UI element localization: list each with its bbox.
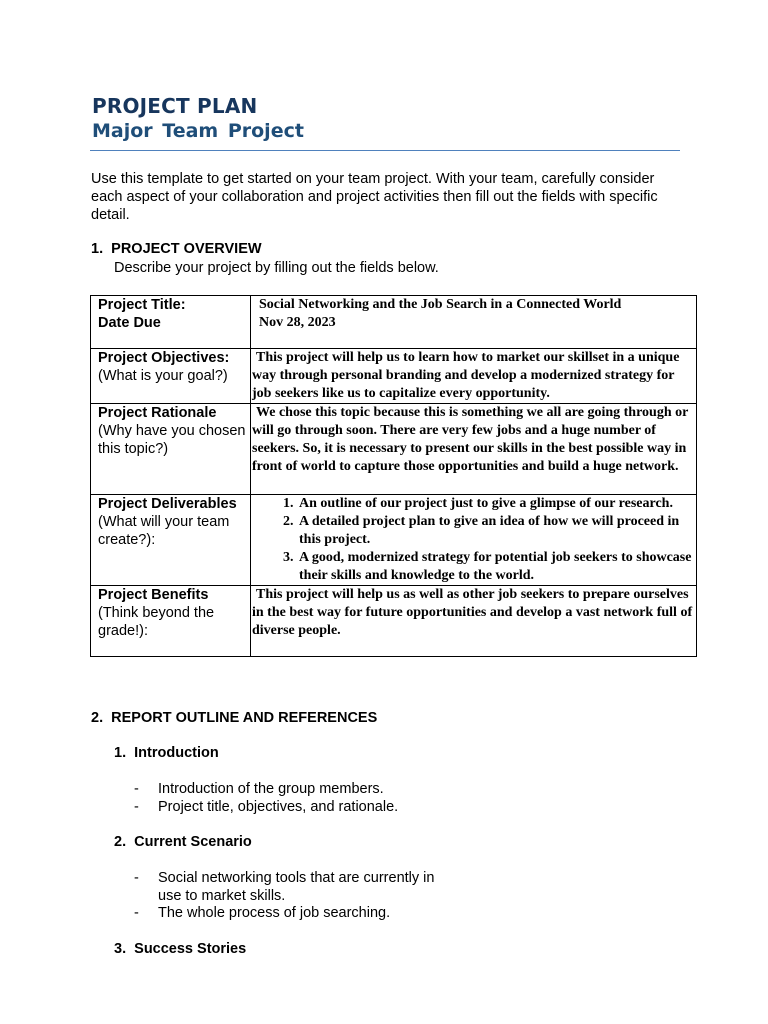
dash-marker: - [134, 781, 139, 797]
dash-marker: - [134, 905, 139, 921]
label-hint: (What will your team create?): [98, 514, 230, 548]
value-project-title: Social Networking and the Job Search in a Connected World [259, 297, 622, 312]
list-item [134, 870, 448, 905]
introduction-list [134, 781, 458, 816]
label-project-deliverables: Project Deliverables [98, 496, 237, 512]
list-item [134, 799, 458, 817]
subsection-heading-introduction: 1. Introduction [114, 745, 219, 761]
list-item-text: The whole process of job searching. [158, 905, 391, 921]
label-project-benefits: Project Benefits [98, 587, 209, 603]
table-label-cell [91, 404, 251, 495]
table-label-cell [91, 349, 251, 404]
list-item-text: Social networking tools that are currently in use to market skills. [158, 870, 435, 904]
table-row-deliverables [91, 495, 697, 586]
table-label-cell [91, 495, 251, 586]
table-row-benefits [91, 586, 697, 657]
current-scenario-list [134, 870, 458, 923]
section-description: Describe your project by filling out the fields below. [114, 260, 439, 276]
subsection-heading-success-stories: 3. Success Stories [114, 941, 247, 957]
deliverables-list [252, 495, 695, 585]
table-value-cell [251, 495, 697, 586]
section-heading-report-outline: 2. REPORT OUTLINE AND REFERENCES [91, 710, 378, 726]
dash-marker: - [134, 870, 139, 886]
document-subtitle: Major Team Project [92, 120, 304, 142]
label-project-objectives: Project Objectives: [98, 350, 230, 366]
label-project-title: Project Title: [98, 297, 186, 313]
list-item: 1. An outline of our project just to give a glimpse of our research. [297, 495, 695, 513]
list-item [134, 781, 458, 799]
list-item: 2. A detailed project plan to give an idea of how we will proceed in this project. [297, 513, 695, 549]
list-item-text: Introduction of the group members. [158, 781, 384, 797]
table-label-cell [91, 586, 251, 657]
table-row-title [91, 296, 697, 349]
list-item [134, 905, 458, 923]
project-overview-table [90, 295, 697, 657]
subsection-heading-current-scenario: 2. Current Scenario [114, 834, 252, 850]
value-project-objectives: This project will help us to learn how to market our skillset in a unique way through personal branding and develop a modernized strategy for job seekers like us to capitalize every opportunity. [251, 349, 697, 404]
value-project-benefits: This project will help us as well as other job seekers to prepare ourselves in the best way for future opportunities and develop a vast network full of diverse people. [251, 586, 697, 657]
label-date-due: Date Due [98, 315, 161, 331]
table-value-cell [251, 296, 697, 349]
document-title: PROJECT PLAN [92, 94, 258, 118]
table-row-rationale [91, 404, 697, 495]
label-hint: (What is your goal?) [98, 368, 228, 384]
title-divider [90, 150, 680, 151]
section-heading-overview: 1. PROJECT OVERVIEW [91, 241, 262, 257]
intro-paragraph: Use this template to get started on your team project. With your team, carefully consider each aspect of your collaboration and project activities then fill out the fields with specific detail. [91, 171, 658, 223]
value-date-due: Nov 28, 2023 [259, 315, 336, 330]
list-item: 3. A good, modernized strategy for potential job seekers to showcase their skills and knowledge to the world. [297, 549, 695, 585]
table-label-cell [91, 296, 251, 349]
dash-marker: - [134, 798, 139, 815]
label-hint: (Think beyond the grade!): [98, 605, 215, 639]
value-project-rationale: We chose this topic because this is something we all are going through or will go through soon. There are very few jobs and a huge number of seekers. So, it is necessary to present our skills in the best possible way in front of world to capture those opportunities and build a huge network. [251, 404, 697, 495]
label-project-rationale: Project Rationale [98, 405, 217, 421]
list-item-text: Project title, objectives, and rationale. [158, 798, 399, 815]
label-hint: (Why have you chosen this topic?) [98, 423, 246, 457]
table-row-objectives [91, 349, 697, 404]
